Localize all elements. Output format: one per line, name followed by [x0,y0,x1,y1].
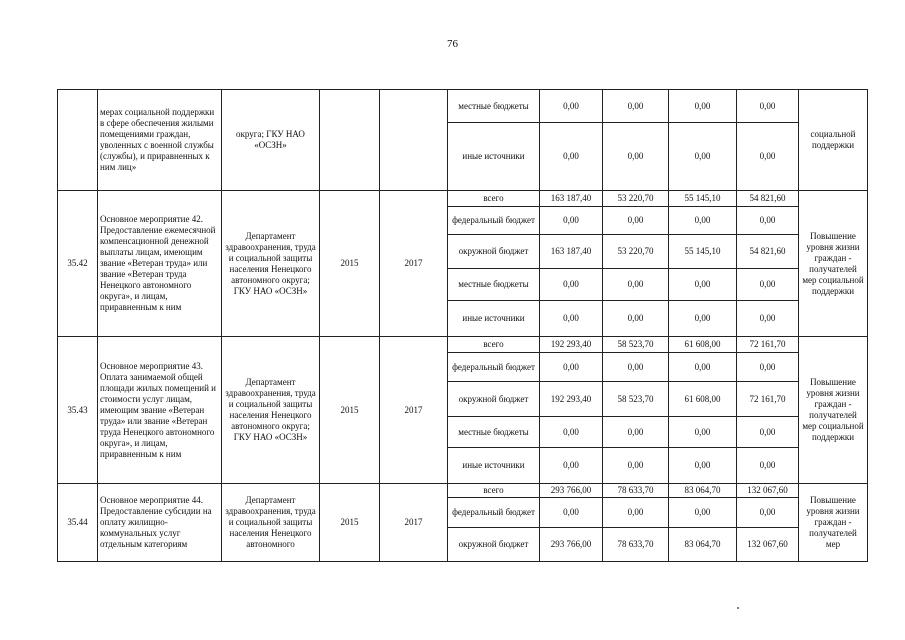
value-total: 293 766,00 [540,484,603,498]
value-2017: 0,00 [737,417,799,448]
value-2015: 0,00 [603,269,669,301]
value-2017: 54 821,60 [737,235,799,269]
value-total: 163 187,40 [540,191,603,207]
value-2015: 0,00 [603,353,669,382]
funding-source: местные бюджеты [448,269,540,301]
funding-source: иные источники [448,123,540,191]
scan-speck [737,607,739,609]
value-total: 0,00 [540,498,603,528]
value-2016: 0,00 [669,207,737,235]
value-2015: 78 633,70 [603,528,669,562]
value-2017: 72 161,70 [737,337,799,353]
expected-result: Повышение уровня жизни граждан - получателей мер социальной поддержки [799,191,868,337]
end-year [380,90,448,191]
table-row [58,90,868,123]
executor: округа; ГКУ НАО «ОСЗН» [222,90,320,191]
value-2016: 0,00 [669,353,737,382]
value-total: 0,00 [540,301,603,337]
funding-source: окружной бюджет [448,528,540,562]
value-2017: 0,00 [737,498,799,528]
row-number: 35.44 [58,484,98,562]
value-total: 0,00 [540,269,603,301]
value-total: 0,00 [540,448,603,484]
funding-source: федеральный бюджет [448,353,540,382]
funding-source: иные источники [448,301,540,337]
value-2017: 0,00 [737,301,799,337]
value-2015: 0,00 [603,207,669,235]
expected-result: социальной поддержки [799,90,868,191]
value-2016: 0,00 [669,123,737,191]
funding-source: местные бюджеты [448,90,540,123]
value-total: 163 187,40 [540,235,603,269]
start-year: 2015 [320,484,380,562]
executor: Департамент здравоохранения, труда и социальной защиты населения Ненецкого автономного [222,484,320,562]
value-2017: 72 161,70 [737,382,799,417]
value-2015: 0,00 [603,90,669,123]
activity-description: Основное мероприятие 42. Предоставление ежемесячной компенсационной денежной выплаты лицам, имеющим звание «Ветеран труда» или звание «Ветеран труда Ненецкого автономного округа», и лицам, приравненным к ним [98,191,222,337]
value-2015: 0,00 [603,417,669,448]
value-2017: 132 067,60 [737,528,799,562]
end-year: 2017 [380,191,448,337]
expected-result: Повышение уровня жизни граждан - получателей мер [799,484,868,562]
value-2016: 0,00 [669,269,737,301]
value-2016: 61 608,00 [669,337,737,353]
value-2016: 0,00 [669,301,737,337]
row-number [58,90,98,191]
value-2015: 0,00 [603,498,669,528]
value-2016: 83 064,70 [669,528,737,562]
value-2017: 0,00 [737,448,799,484]
funding-source: федеральный бюджет [448,498,540,528]
value-total: 0,00 [540,353,603,382]
activity-description: Основное мероприятие 44. Предоставление субсидии на оплату жилищно-коммунальных услуг отдельным категориям [98,484,222,562]
funding-source: федеральный бюджет [448,207,540,235]
end-year: 2017 [380,484,448,562]
table-row [58,191,868,207]
value-2016: 83 064,70 [669,484,737,498]
funding-source: всего [448,191,540,207]
activity-description: Основное мероприятие 43. Оплата занимаемой общей площади жилых помещений и стоимости услуг лицам, имеющим звание «Ветеран труда» или звание «Ветеран труда Ненецкого автономного округа», и лицам, приравненным к ним [98,337,222,484]
program-activities-table [57,89,868,562]
value-2015: 53 220,70 [603,191,669,207]
table-row [58,337,868,353]
page-number: 76 [447,38,458,50]
value-total: 0,00 [540,123,603,191]
value-total: 0,00 [540,90,603,123]
start-year: 2015 [320,191,380,337]
value-2015: 58 523,70 [603,382,669,417]
funding-source: местные бюджеты [448,417,540,448]
value-2017: 0,00 [737,90,799,123]
value-2016: 0,00 [669,90,737,123]
value-total: 192 293,40 [540,337,603,353]
value-2017: 0,00 [737,353,799,382]
value-2015: 0,00 [603,123,669,191]
activity-description: мерах социальной поддержки в сфере обеспечения жилыми помещениями граждан, уволенных с военной службы (службы), и приравненных к ним лиц» [98,90,222,191]
value-2015: 0,00 [603,448,669,484]
value-2016: 0,00 [669,417,737,448]
value-2017: 54 821,60 [737,191,799,207]
value-total: 0,00 [540,417,603,448]
value-2016: 0,00 [669,448,737,484]
value-2015: 58 523,70 [603,337,669,353]
value-total: 192 293,40 [540,382,603,417]
start-year: 2015 [320,337,380,484]
value-2016: 0,00 [669,498,737,528]
value-2015: 0,00 [603,301,669,337]
table-row [58,484,868,498]
funding-source: окружной бюджет [448,235,540,269]
value-2017: 0,00 [737,123,799,191]
value-total: 0,00 [540,207,603,235]
funding-source: иные источники [448,448,540,484]
value-total: 293 766,00 [540,528,603,562]
expected-result: Повышение уровня жизни граждан - получателей мер социальной поддержки [799,337,868,484]
executor: Департамент здравоохранения, труда и социальной защиты населения Ненецкого автономного округа; ГКУ НАО «ОСЗН» [222,337,320,484]
value-2017: 0,00 [737,207,799,235]
end-year: 2017 [380,337,448,484]
value-2016: 55 145,10 [669,235,737,269]
value-2016: 61 608,00 [669,382,737,417]
funding-source: всего [448,337,540,353]
funding-source: окружной бюджет [448,382,540,417]
row-number: 35.43 [58,337,98,484]
value-2015: 78 633,70 [603,484,669,498]
value-2017: 132 067,60 [737,484,799,498]
row-number: 35.42 [58,191,98,337]
funding-source: всего [448,484,540,498]
start-year [320,90,380,191]
value-2017: 0,00 [737,269,799,301]
executor: Департамент здравоохранения, труда и социальной защиты населения Ненецкого автономного округа; ГКУ НАО «ОСЗН» [222,191,320,337]
value-2016: 55 145,10 [669,191,737,207]
value-2015: 53 220,70 [603,235,669,269]
